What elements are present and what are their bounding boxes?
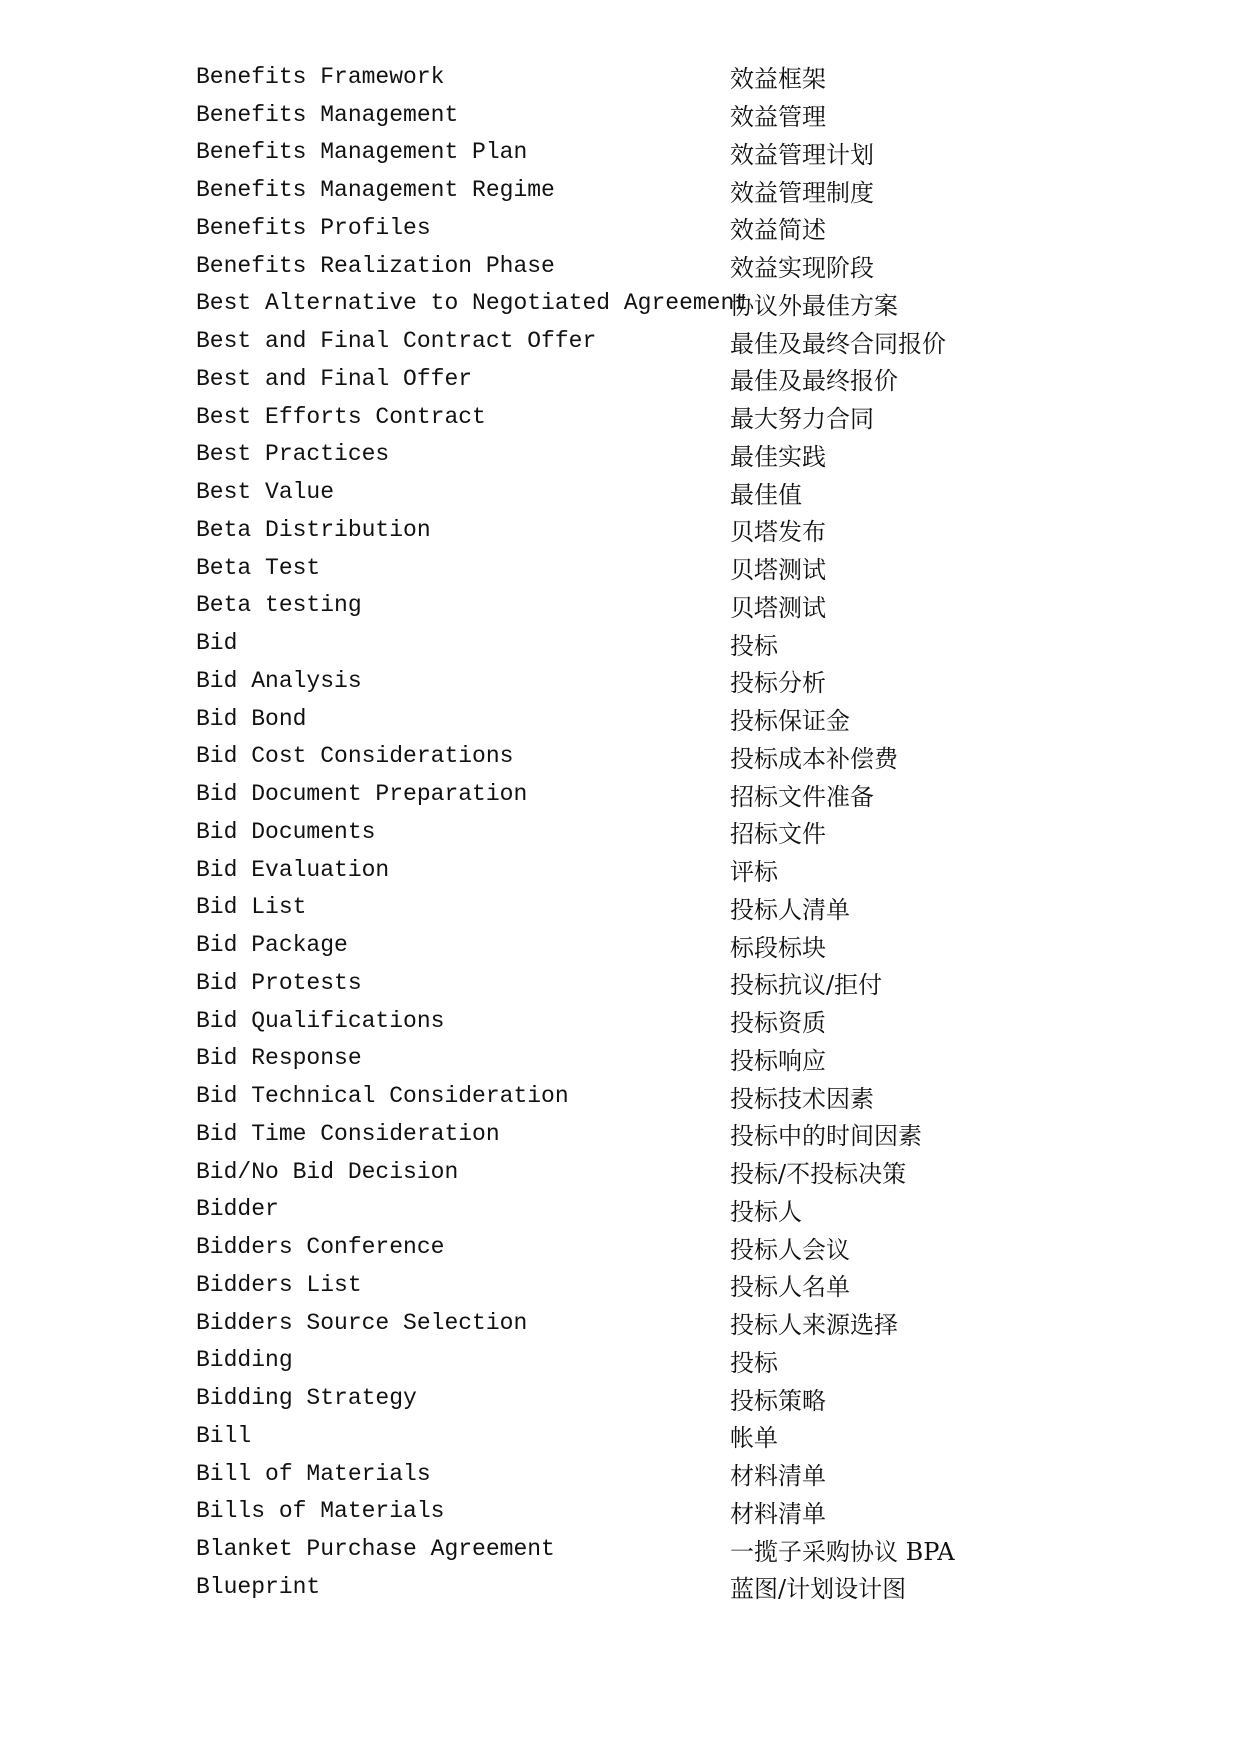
glossary-translation: 投标 <box>730 631 778 660</box>
glossary-term: Bidding Strategy <box>196 1385 417 1412</box>
glossary-term: Bidders Conference <box>196 1234 445 1261</box>
glossary-term: Best Efforts Contract <box>196 403 486 430</box>
glossary-row <box>196 171 1056 209</box>
glossary-translation: 投标人会议 <box>730 1235 850 1264</box>
glossary-term: Bid Document Preparation <box>196 781 528 808</box>
glossary-term: Bid <box>196 630 238 657</box>
glossary-term: Benefits Management <box>196 101 459 128</box>
glossary-translation: 投标保证金 <box>730 707 850 736</box>
glossary-term: Bid Protests <box>196 969 362 996</box>
glossary-row <box>196 1417 1056 1455</box>
glossary-translation: 效益简述 <box>730 216 826 245</box>
glossary-term: Bid Documents <box>196 818 376 845</box>
glossary-translation: 最佳及最终报价 <box>730 367 898 396</box>
glossary-term: Bid Package <box>196 932 348 959</box>
glossary-row <box>196 209 1056 247</box>
glossary-translation: 效益管理计划 <box>730 140 874 169</box>
glossary-term: Bid Response <box>196 1045 362 1072</box>
glossary-row <box>196 964 1056 1002</box>
glossary-term: Benefits Management Regime <box>196 177 555 204</box>
glossary-translation: 贝塔测试 <box>730 593 826 622</box>
glossary-translation: 效益框架 <box>730 65 826 94</box>
glossary-term: Best Value <box>196 479 335 506</box>
glossary-row <box>196 1379 1056 1417</box>
glossary-term: Bidder <box>196 1196 279 1223</box>
glossary-translation: 评标 <box>730 858 778 887</box>
glossary-translation: 最佳及最终合同报价 <box>730 329 946 358</box>
glossary-row <box>196 1304 1056 1342</box>
glossary-translation: 材料清单 <box>730 1499 826 1528</box>
glossary-row <box>196 473 1056 511</box>
glossary-translation: 投标成本补偿费 <box>730 744 898 773</box>
glossary-row <box>196 1568 1056 1606</box>
glossary-term: Bidders Source Selection <box>196 1309 528 1336</box>
glossary-term: Bid Technical Consideration <box>196 1083 569 1110</box>
glossary-term: Bill <box>196 1422 252 1449</box>
glossary-row <box>196 662 1056 700</box>
glossary-translation: 投标/不投标决策 <box>730 1160 907 1189</box>
glossary-term: Bid Cost Considerations <box>196 743 514 770</box>
glossary-translation: 贝塔测试 <box>730 556 826 585</box>
glossary-row <box>196 1493 1056 1531</box>
glossary-row <box>196 360 1056 398</box>
glossary-term: Bid Qualifications <box>196 1007 445 1034</box>
glossary-row <box>196 1153 1056 1191</box>
glossary-term: Benefits Profiles <box>196 214 431 241</box>
glossary-translation: 投标人来源选择 <box>730 1311 898 1340</box>
glossary-term: Beta Distribution <box>196 516 431 543</box>
glossary-translation: 投标资质 <box>730 1009 826 1038</box>
glossary-term: Best and Final Contract Offer <box>196 328 597 355</box>
glossary-row <box>196 1342 1056 1380</box>
glossary-row <box>196 134 1056 172</box>
glossary-row <box>196 700 1056 738</box>
glossary-row <box>196 549 1056 587</box>
glossary-row <box>196 1228 1056 1266</box>
glossary-row <box>196 1455 1056 1493</box>
glossary-term: Blueprint <box>196 1573 321 1600</box>
glossary-row <box>196 96 1056 134</box>
glossary-translation: 投标抗议/拒付 <box>730 971 883 1000</box>
glossary-term: Bill of Materials <box>196 1460 431 1487</box>
glossary-term: Bid Analysis <box>196 667 362 694</box>
glossary-translation: 投标人清单 <box>730 895 850 924</box>
glossary-translation: 招标文件 <box>730 820 826 849</box>
glossary-row <box>196 1002 1056 1040</box>
glossary-translation: 最佳值 <box>730 480 802 509</box>
glossary-translation: 效益管理 <box>730 103 826 132</box>
glossary-translation: 贝塔发布 <box>730 518 826 547</box>
glossary-list <box>196 58 1056 1606</box>
glossary-term: Beta testing <box>196 592 362 619</box>
glossary-term: Bid/No Bid Decision <box>196 1158 459 1185</box>
glossary-row <box>196 436 1056 474</box>
glossary-translation: 投标技术因素 <box>730 1084 874 1113</box>
glossary-term: Beta Test <box>196 554 321 581</box>
glossary-translation: 投标人名单 <box>730 1273 850 1302</box>
glossary-row <box>196 851 1056 889</box>
glossary-translation: 效益管理制度 <box>730 178 874 207</box>
glossary-term: Benefits Framework <box>196 63 445 90</box>
glossary-row <box>196 1115 1056 1153</box>
glossary-term: Bid Bond <box>196 705 307 732</box>
glossary-term: Bills of Materials <box>196 1498 445 1525</box>
glossary-row <box>196 322 1056 360</box>
glossary-row <box>196 58 1056 96</box>
glossary-translation: 蓝图/计划设计图 <box>730 1575 907 1604</box>
glossary-row <box>196 587 1056 625</box>
glossary-row <box>196 247 1056 285</box>
glossary-row <box>196 1530 1056 1568</box>
glossary-row <box>196 738 1056 776</box>
glossary-term: Bid Time Consideration <box>196 1120 500 1147</box>
glossary-term: Bidding <box>196 1347 293 1374</box>
glossary-term: Best Alternative to Negotiated Agreement <box>196 290 749 317</box>
glossary-translation: 投标人 <box>730 1197 802 1226</box>
glossary-term: Best Practices <box>196 441 390 468</box>
glossary-row <box>196 813 1056 851</box>
glossary-translation: 投标 <box>730 1348 778 1377</box>
glossary-row <box>196 889 1056 927</box>
glossary-translation: 标段标块 <box>730 933 826 962</box>
glossary-translation: 招标文件准备 <box>730 782 874 811</box>
glossary-row <box>196 775 1056 813</box>
glossary-row <box>196 926 1056 964</box>
glossary-row <box>196 511 1056 549</box>
glossary-term: Bidders List <box>196 1271 362 1298</box>
glossary-translation: 效益实现阶段 <box>730 254 874 283</box>
glossary-term: Benefits Realization Phase <box>196 252 555 279</box>
glossary-translation: 一揽子采购协议 BPA <box>730 1537 955 1566</box>
glossary-translation: 最佳实践 <box>730 442 826 471</box>
glossary-term: Blanket Purchase Agreement <box>196 1536 555 1563</box>
glossary-term: Bid Evaluation <box>196 856 390 883</box>
glossary-row <box>196 1040 1056 1078</box>
glossary-translation: 投标响应 <box>730 1046 826 1075</box>
glossary-translation: 投标中的时间因素 <box>730 1122 922 1151</box>
glossary-translation: 投标分析 <box>730 669 826 698</box>
glossary-row <box>196 624 1056 662</box>
glossary-row <box>196 1266 1056 1304</box>
glossary-row <box>196 285 1056 323</box>
glossary-translation: 帐单 <box>730 1424 778 1453</box>
glossary-row <box>196 398 1056 436</box>
glossary-term: Benefits Management Plan <box>196 139 528 166</box>
glossary-row <box>196 1077 1056 1115</box>
glossary-translation: 投标策略 <box>730 1386 826 1415</box>
glossary-translation: 材料清单 <box>730 1462 826 1491</box>
glossary-term: Bid List <box>196 894 307 921</box>
glossary-row <box>196 1191 1056 1229</box>
glossary-translation: 协议外最佳方案 <box>730 291 898 320</box>
glossary-translation: 最大努力合同 <box>730 405 874 434</box>
glossary-term: Best and Final Offer <box>196 365 473 392</box>
